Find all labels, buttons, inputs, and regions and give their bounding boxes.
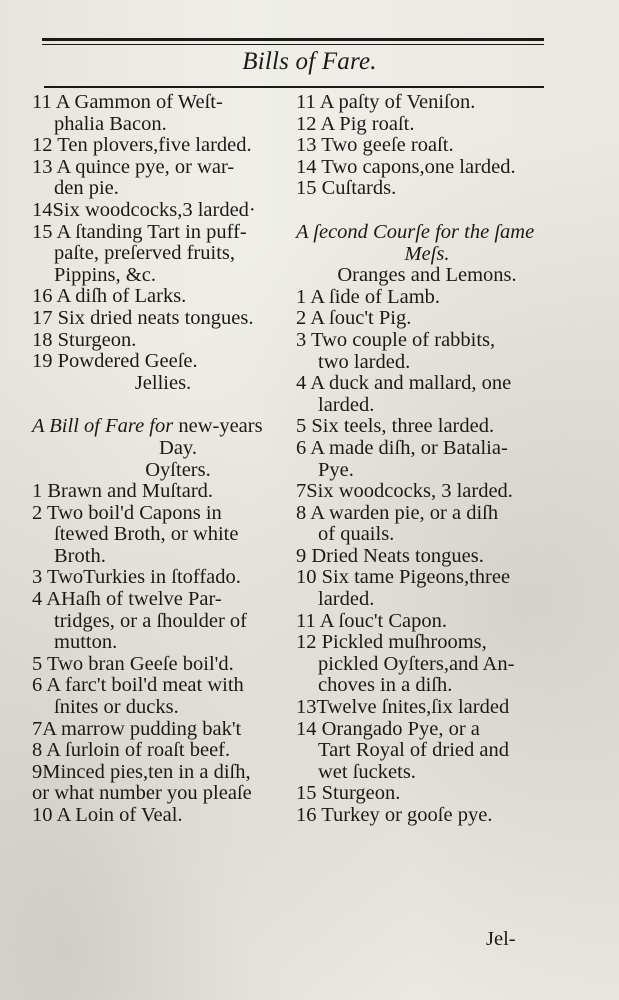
- right-line: two larded.: [318, 350, 411, 373]
- bill-heading: [32, 416, 294, 438]
- right-line: 11 A paſty of Veniſon.: [296, 91, 476, 113]
- right-line: 12 A Pig roaſt.: [296, 112, 415, 135]
- left-line: 8 A ſurloin of roaſt beef.: [32, 739, 231, 762]
- left-line: paſte, preſerved fruits,: [54, 242, 236, 265]
- left-line: phalia Bacon.: [54, 112, 167, 135]
- right-line: larded.: [318, 393, 375, 416]
- left-line: Jellies.: [134, 371, 192, 394]
- right-line: 1 A ſide of Lamb.: [296, 285, 441, 308]
- left-line: mutton.: [54, 631, 118, 654]
- left-line: ſnites or ducks.: [54, 696, 179, 719]
- right-line: 8 A warden pie, or a diſh: [296, 501, 499, 524]
- left-line: Day.: [159, 436, 197, 459]
- right-line: 13Twelve ſnites,ſix larded: [296, 696, 510, 719]
- left-line: 11 A Gammon of Weſt-: [32, 91, 223, 113]
- left-line: 17 Six dried neats tongues.: [32, 306, 254, 329]
- right-line: 13 Two geeſe roaſt.: [296, 134, 454, 157]
- right-line: 15 Sturgeon.: [296, 782, 401, 805]
- left-line: 6 A farc't boil'd meat with: [32, 674, 244, 697]
- left-line: 19 Powdered Geeſe.: [32, 350, 198, 373]
- right-line: 12 Pickled muſhrooms,: [296, 631, 487, 654]
- right-line: 9 Dried Neats tongues.: [296, 544, 484, 567]
- right-line: Pye.: [318, 458, 354, 481]
- top-rule: [42, 38, 544, 41]
- running-title: Bills of Fare.: [242, 48, 377, 75]
- right-line: Oranges and Lemons.: [337, 264, 517, 287]
- left-line: Broth.: [54, 544, 106, 567]
- right-line: of quails.: [318, 523, 395, 546]
- left-line: or what number you pleaſe: [32, 782, 252, 805]
- left-line: 3 TwoTurkies in ſtoffado.: [32, 566, 241, 589]
- right-line: Tart Royal of dried and: [318, 739, 509, 762]
- section-gap: [296, 200, 558, 222]
- left-line: 13 A quince pye, or war-: [32, 155, 235, 178]
- right-line: choves in a diſh.: [318, 674, 453, 697]
- left-line: 14Six woodcocks,3 larded·: [32, 198, 256, 221]
- right-line: wet ſuckets.: [318, 760, 416, 783]
- left-line: Pippins, &c.: [54, 263, 156, 286]
- right-line: larded.: [318, 588, 375, 611]
- left-line: 10 A Loin of Veal.: [32, 804, 183, 826]
- left-line: 9Minced pies,ten in a diſh,: [32, 760, 251, 783]
- right-line: pickled Oyſters,and An-: [318, 652, 515, 675]
- right-line: Meſs.: [404, 242, 450, 265]
- right-line: 10 Six tame Pigeons,three: [296, 566, 511, 589]
- left-line: 15 A ſtanding Tart in puff-: [32, 220, 247, 243]
- left-line: Oyſters.: [145, 458, 211, 481]
- right-line: 14 Orangado Pye, or a: [296, 717, 480, 740]
- right-line: A ſecond Courſe for the ſame: [296, 220, 535, 243]
- left-line: tridges, or a ſhoulder of: [54, 609, 247, 632]
- right-line: 7Six woodcocks, 3 larded.: [296, 480, 513, 503]
- left-line: 1 Brawn and Muſtard.: [32, 480, 214, 503]
- section-gap: [32, 394, 294, 416]
- left-column: [32, 92, 294, 827]
- right-line: 5 Six teels, three larded.: [296, 415, 495, 438]
- header-rule: [44, 86, 544, 88]
- right-line: 4 A duck and mallard, one: [296, 372, 512, 395]
- left-line: 2 Two boil'd Capons in: [32, 501, 222, 524]
- right-line: 3 Two couple of rabbits,: [296, 328, 496, 351]
- right-line: 16 Turkey or gooſe pye.: [296, 804, 493, 826]
- right-line: 2 A ſouc't Pig.: [296, 307, 412, 330]
- left-line: den pie.: [54, 177, 119, 200]
- left-line: 7A marrow pudding bak't: [32, 717, 242, 740]
- right-line: 6 A made diſh, or Batalia-: [296, 436, 508, 459]
- bill-heading-roman: new-years: [173, 415, 263, 438]
- right-column: [296, 92, 558, 827]
- left-line: 12 Ten plovers,five larded.: [32, 134, 252, 157]
- left-line: ſtewed Broth, or white: [54, 523, 239, 546]
- catchword: Jel-: [486, 928, 516, 950]
- left-line: 18 Sturgeon.: [32, 328, 137, 351]
- right-line: 11 A ſouc't Capon.: [296, 609, 447, 632]
- bill-heading-italic: A Bill of Fare for: [32, 415, 174, 438]
- left-line: 16 A diſh of Larks.: [32, 285, 187, 308]
- left-line: 4 AHaſh of twelve Par-: [32, 588, 222, 611]
- right-line: 14 Two capons,one larded.: [296, 155, 516, 178]
- top-rule-thin: [42, 44, 544, 45]
- right-line: 15 Cuſtards.: [296, 177, 397, 200]
- left-line: 5 Two bran Geeſe boil'd.: [32, 652, 234, 675]
